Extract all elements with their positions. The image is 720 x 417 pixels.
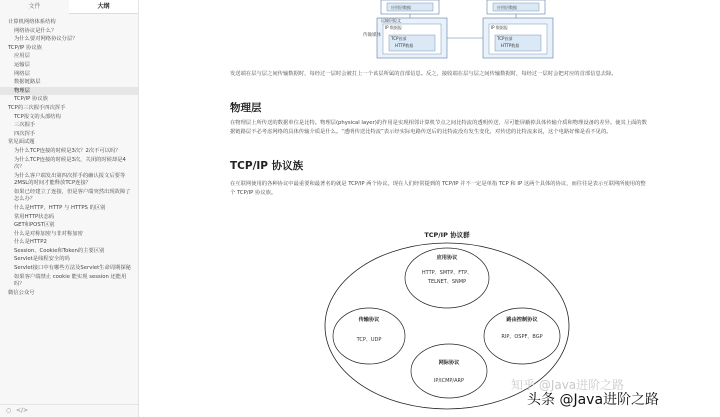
outline-item[interactable]: 运输层 (14, 61, 30, 68)
outline-item[interactable]: 什么是对称加密与非对称加密 (14, 230, 83, 237)
diagram-right-l3: HTTP数据 (501, 43, 520, 48)
outline-item[interactable]: 网络协议是什么？ (14, 27, 57, 34)
outline-item[interactable]: 什么是HTTP，HTTP 与 HTTPS 的区别 (14, 204, 106, 211)
heading-tcpip-suite: TCP/IP 协议族 (230, 160, 304, 172)
routing-protocol-label: 路由控制协议 (506, 317, 538, 323)
paragraph-physical-layer: 在物理层上所传送的数据单位是比特。物理层(physical layer)的作用是实现相邻计算机节点之间比特流的透明传送，尽可能屏蔽掉具体传输介质和物理设备的差异。使其上面的数据链路层不必考虑网络的具体传输介质是什么。“透明传送比特流”表示经实际电路传送后的比特流没有发生变化，对传送的比特流来说，这个电路好像是看不见的。 (230, 120, 647, 135)
outline-item[interactable]: 如果客户端禁止 cookie 能实现 session 还能用吗？ (14, 274, 127, 288)
diagram-side-label: 传输媒体 (363, 33, 381, 38)
diagram-right-l2: TCP首部 (497, 36, 513, 41)
outline-list (0, 14, 138, 298)
outline-item[interactable]: 为什么客户端发出第四次挥手的确认报文后要等2MSL的时间才能释放TCP连接？ (14, 172, 126, 186)
heading-physical-layer: 物理层 (230, 102, 262, 114)
outline-item[interactable]: 为什么要对网络协议分层？ (14, 36, 78, 43)
outline-item[interactable]: 网络层 (14, 70, 30, 77)
diagram-left-l1: 运输层报文 (381, 18, 401, 23)
network-protocol-items: IP/ICMP/ARP (433, 378, 465, 384)
outline-item[interactable]: Servlet接口中有哪些方法及Servlet生命周期探秘 (14, 265, 131, 272)
outline-item[interactable]: GET和POST区别 (14, 222, 55, 229)
watermark-toutiao: 头条 @Java进阶之路 (527, 392, 660, 408)
tab-outline[interactable]: 大纲 (69, 0, 138, 14)
document-content (139, 0, 720, 417)
source-mode-icon[interactable]: ○ (6, 407, 12, 414)
diagram-left-l4: HTTP数据 (395, 43, 414, 48)
paragraph-tcpip-suite: 在互联网使用的各种协议中最重要和最著名的就是 TCP/IP 两个协议。现在人们经常提到的 TCP/IP 并不一定是单指 TCP 和 IP 这两个具体的协议，而往往是表示互联网所使用的整个 TCP/IP 协议族。 (230, 181, 646, 196)
diagram-left-l3: TCP首部 (391, 36, 407, 41)
network-protocol-ellipse (411, 344, 487, 398)
outline-item[interactable]: 为什么TCP连接的时候是3次，关闭的时候却是4次？ (14, 156, 126, 170)
outline-item[interactable]: 微信公众号 (8, 290, 35, 297)
routing-protocol-items: RIP、OSPF、BGP (501, 334, 543, 340)
network-protocol-label: 网际协议 (438, 360, 460, 366)
tab-files[interactable]: 文件 (28, 3, 41, 10)
outline-item[interactable]: TCP/IP 协议族 (14, 96, 48, 103)
paragraph-encapsulation: 发送端在层与层之间传输数据时，每经过一层时会被打上一个该层所属的首部信息。反之，接收端在层与层之间传输数据时，每经过一层时会把对应的首部信息去除。 (230, 71, 617, 77)
outline-item[interactable]: 常见面试题 (8, 139, 35, 146)
outline-item[interactable]: 为什么TCP连接的时候是3次？2次不可以吗？ (14, 147, 121, 154)
app-protocol-label: 应用协议 (436, 255, 458, 261)
diagram-left-l2: IP 数据报 (385, 25, 402, 30)
code-view-icon[interactable]: </> (16, 407, 29, 414)
outline-item[interactable]: TCP报文的头部结构 (14, 113, 61, 120)
diagram-left-top: 应用层数据 (391, 5, 411, 10)
outline-item[interactable]: 三次握手 (14, 122, 36, 129)
outline-item[interactable]: Servlet是线程安全的吗 (14, 256, 70, 263)
protocol-diagram-title: TCP/IP 协议群 (424, 231, 470, 239)
outline-item[interactable]: 常用HTTP状态码 (14, 213, 55, 220)
outline-item[interactable]: 什么是HTTP2 (14, 239, 47, 246)
diagram-right-l1: IP 数据报 (491, 25, 508, 30)
outline-item[interactable]: 物理层 (0, 87, 138, 96)
outline-item[interactable]: TCP的三次握手四次挥手 (8, 104, 66, 111)
outline-item[interactable]: 如果已经建立了连接，但是客户端突然出现故障了怎么办？ (14, 188, 131, 202)
outline-item[interactable]: Session、Cookie和Token的主要区别 (14, 247, 105, 254)
sidebar-tabs (0, 0, 138, 14)
transport-protocol-items: TCP、UDP (356, 337, 382, 343)
watermark-zhihu: 知乎 @Java进阶之路 (511, 378, 625, 392)
outline-item[interactable]: TCP/IP 协议族 (8, 44, 42, 51)
outline-item[interactable]: 计算机网络体系结构 (8, 19, 56, 25)
outline-item[interactable]: 应用层 (14, 53, 30, 60)
transport-protocol-label: 传输协议 (358, 317, 380, 323)
diagram-right-top: 应用层数据 (497, 5, 517, 10)
outline-item[interactable]: 四次挥手 (14, 130, 36, 137)
outline-sidebar (0, 0, 139, 417)
app-protocol-items-2: TELNET、SNMP (427, 279, 467, 285)
encapsulation-diagram (363, 0, 569, 60)
outline-item[interactable]: 数据链路层 (14, 79, 41, 86)
sidebar-footer (0, 404, 138, 417)
app-protocol-items-1: HTTP、SMTP、FTP、 (421, 270, 473, 276)
